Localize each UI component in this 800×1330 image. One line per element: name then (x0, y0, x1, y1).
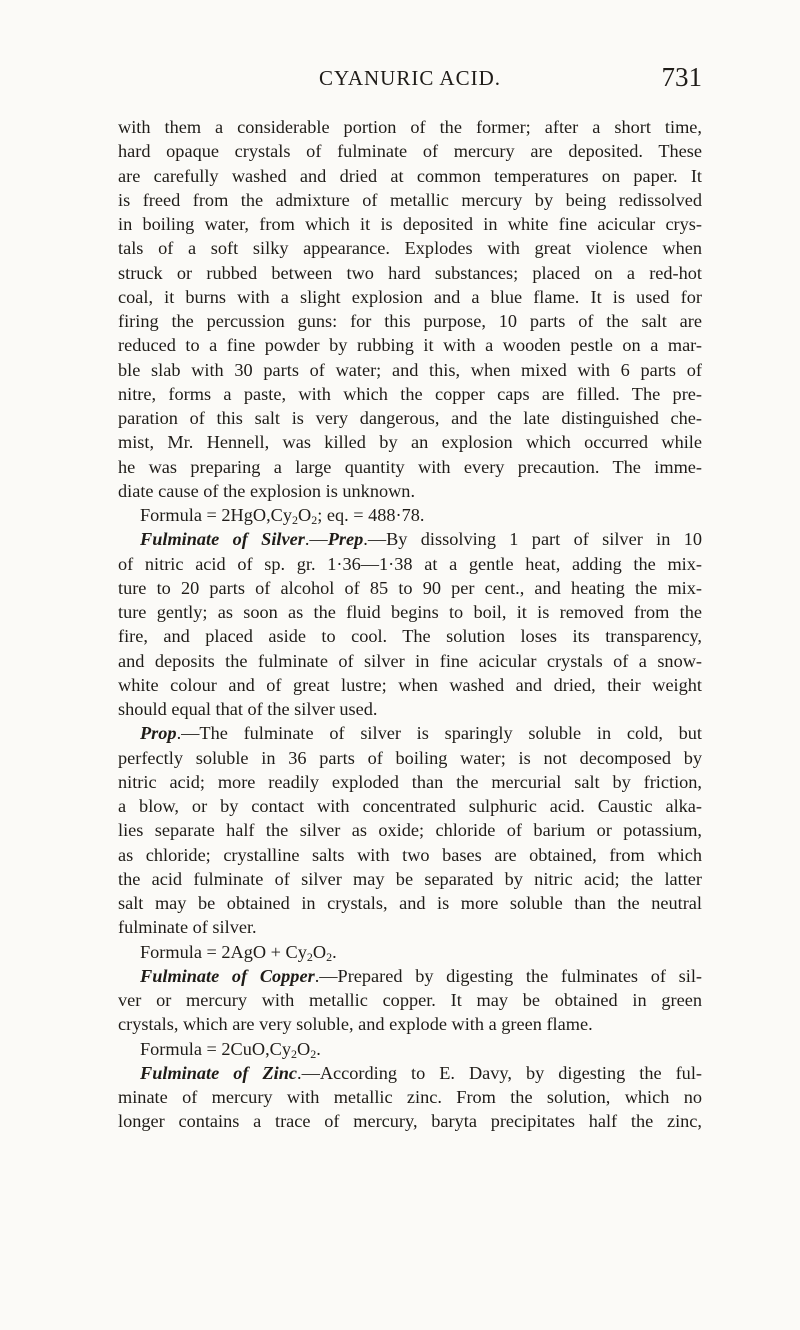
text-line: a blow, or by contact with concentrated sulphuric acid. Caustic alka- (118, 796, 702, 816)
text-line: mist, Mr. Hennell, was killed by an explosion which occurred while (118, 432, 702, 453)
text-line: paration of this salt is very dangerous, and the late distinguished che- (118, 408, 702, 428)
text-line: Formula = $2AgO + Cy_2O_2$. (140, 941, 337, 964)
text-line: hard opaque crystals of fulminate of mercury are deposited. These (118, 141, 702, 162)
text-line: coal, it burns with a slight explosion and a blue flame. It is used for (118, 286, 702, 307)
text-line: salt may be obtained in crystals, and is more soluble than the neutral (118, 893, 702, 913)
text-line: fulminate of silver. (118, 917, 257, 938)
text-line: nitre, forms a paste, with which the copper caps are filled. The pre- (118, 383, 702, 404)
text-line: lies separate half the silver as oxide; chloride of barium or potassium, (118, 820, 702, 841)
text-line: and deposits the fulminate of silver in fine acicular crystals of a snow- (118, 650, 702, 671)
text-line: minate of mercury with metallic zinc. From the solution, which no (118, 1087, 702, 1107)
text-line: the acid fulminate of silver may be separated by nitric acid; the latter (118, 868, 702, 889)
text-line: Fulminate of Copper.—Prepared by digesting the fulminates of sil- (140, 965, 702, 986)
page-header (118, 62, 702, 96)
text-line: crystals, which are very soluble, and explode with a green flame. (118, 1014, 593, 1035)
text-line: with them a considerable portion of the former; after a short time, (118, 117, 702, 137)
text-line: tals of a soft silky appearance. Explodes with great violence when (118, 238, 702, 259)
text-line: Formula = $2HgO,Cy_2O_2$; eq. = 488·78. (140, 505, 425, 527)
text-line: reduced to a fine powder by rubbing it with a wooden pestle on a mar- (118, 335, 702, 356)
text-line: should equal that of the silver used. (118, 699, 378, 719)
text-line: fire, and placed aside to cool. The solution loses its transparency, (118, 626, 702, 647)
text-line: ture gently; as soon as the fluid begins to boil, it is removed from the (118, 602, 702, 622)
body-text (118, 115, 702, 1134)
text-line: ture to 20 parts of alcohol of 85 to 90 per cent., and heating the mix- (118, 577, 702, 598)
text-line: Fulminate of Silver.—Prep.—By dissolving 1 part of silver in 10 (140, 529, 702, 550)
text-line: in boiling water, from which it is deposited in white fine acicular crys- (118, 214, 702, 234)
text-line: Formula = $2CuO,Cy_2O_2$. (140, 1038, 321, 1061)
text-line: are carefully washed and dried at common temperatures on paper. It (118, 165, 702, 186)
text-line: firing the percussion guns: for this purpose, 10 parts of the salt are (118, 311, 702, 331)
running-title: CYANURIC ACID. (318, 66, 502, 90)
text-line: perfectly soluble in 36 parts of boiling water; is not decomposed by (118, 747, 702, 768)
text-line: longer contains a trace of mercury, baryta precipitates half the zinc, (118, 1111, 702, 1132)
text-line: white colour and of great lustre; when washed and dried, their weight (118, 674, 702, 695)
text-line: struck or rubbed between two hard substances; placed on a red-hot (118, 262, 702, 283)
text-line: he was preparing a large quantity with every precaution. The imme- (118, 456, 702, 477)
text-line: Prop.—The fulminate of silver is sparingly soluble in cold, but (140, 723, 702, 744)
text-line: is freed from the admixture of metallic mercury by being redissolved (118, 189, 702, 210)
text-line: ver or mercury with metallic copper. It may be obtained in green (118, 990, 702, 1010)
text-line: of nitric acid of sp. gr. 1·36—1·38 at a gentle heat, adding the mix- (118, 553, 702, 574)
text-line: as chloride; crystalline salts with two bases are obtained, from which (118, 844, 702, 865)
text-line: Fulminate of Zinc.—According to E. Davy, by digesting the ful- (140, 1062, 702, 1083)
text-line: ble slab with 30 parts of water; and this, when mixed with 6 parts of (118, 359, 702, 380)
page-number: 731 (661, 62, 702, 92)
text-line: diate cause of the explosion is unknown. (118, 480, 416, 501)
text-line: nitric acid; more readily exploded than the mercurial salt by friction, (118, 771, 702, 792)
